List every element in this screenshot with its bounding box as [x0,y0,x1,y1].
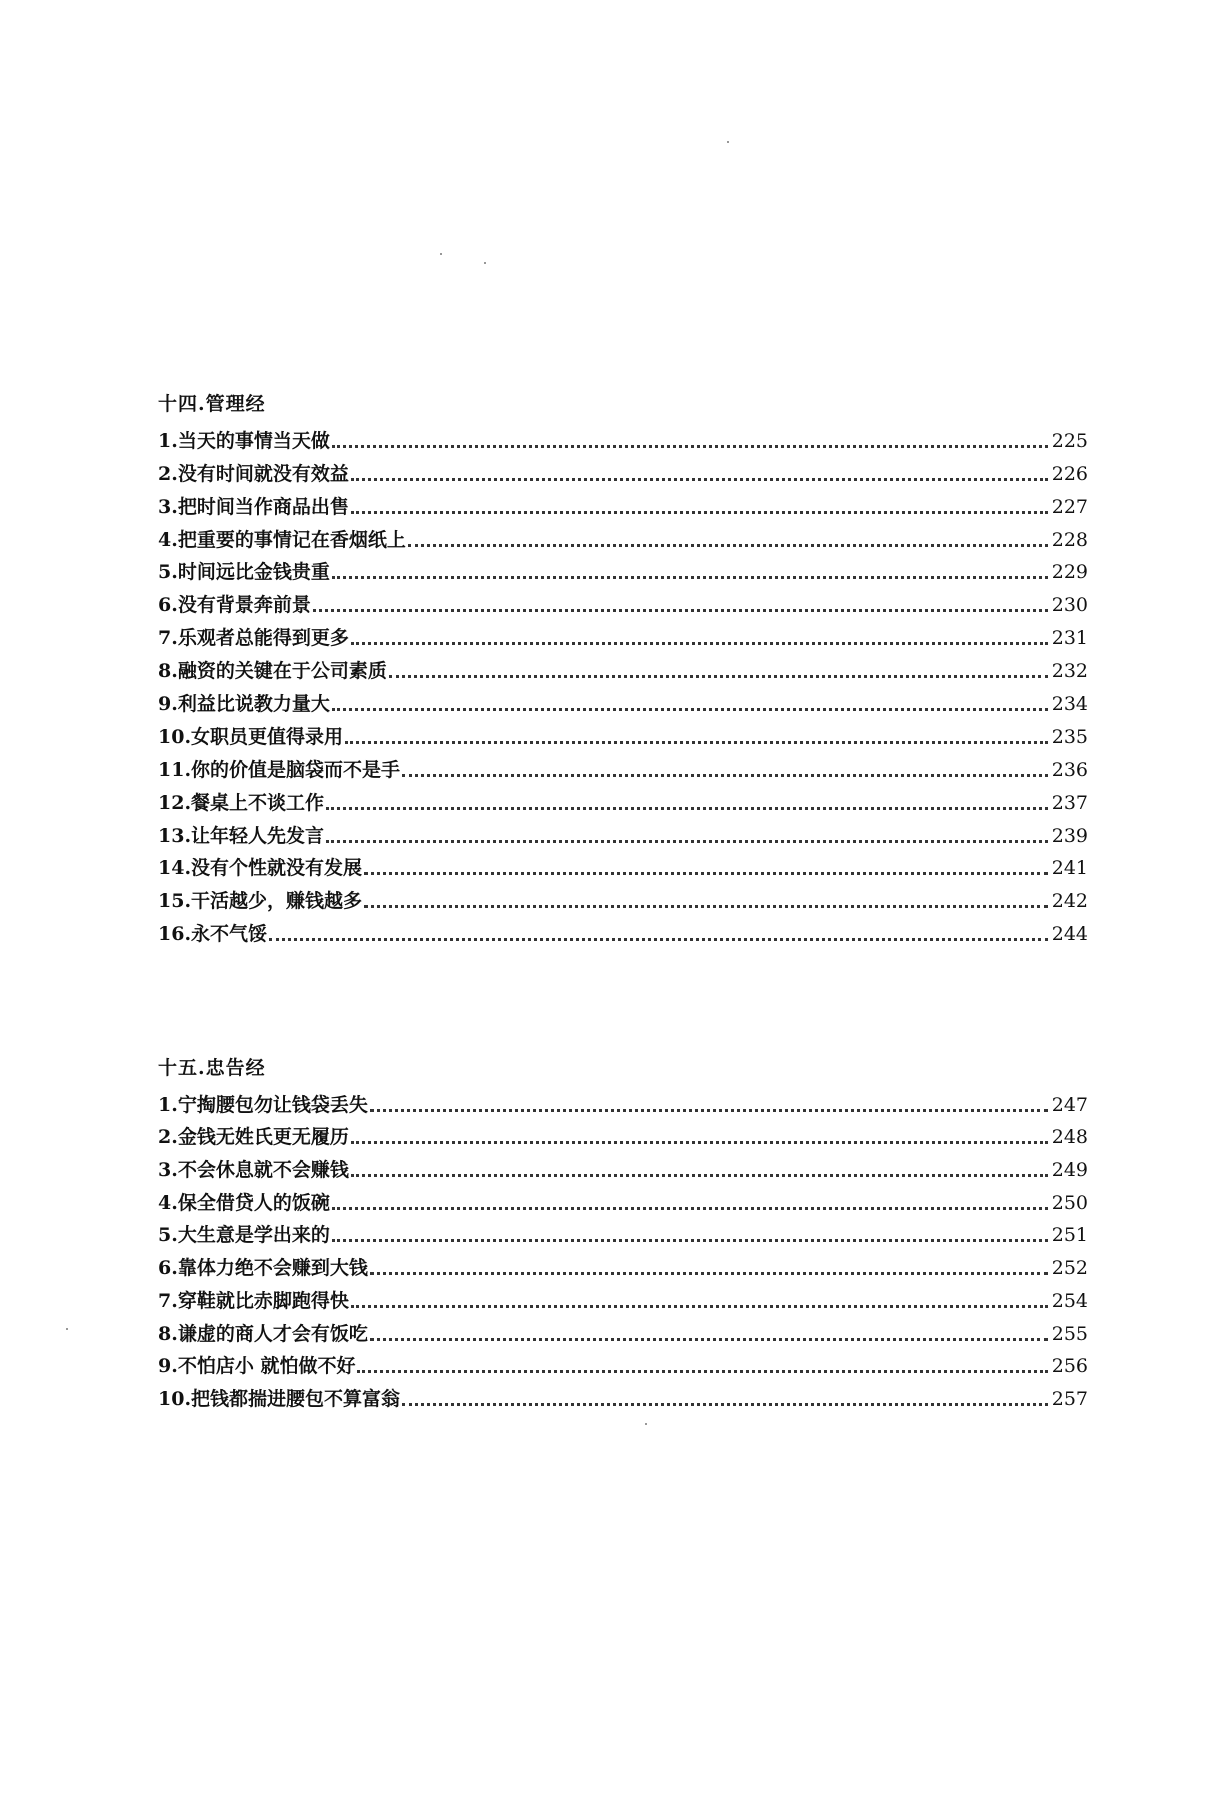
toc-entry[interactable] [158,486,1088,519]
toc-entry-page: 250 [1051,1191,1088,1214]
dot-leader [364,872,1048,875]
dot-leader [370,1338,1048,1341]
scan-speck [66,1328,68,1330]
toc-entry-page: 229 [1051,561,1088,584]
toc-entry-label: 7.穿鞋就比赤脚跑得快 [158,1289,349,1312]
toc-entry-label: 8.谦虚的商人才会有饭吃 [158,1322,368,1345]
dot-leader [370,1272,1048,1275]
toc-entry[interactable] [158,1313,1088,1346]
scan-speck [484,262,486,264]
toc-entry-page: 244 [1051,923,1088,946]
toc-entry-label: 2.没有时间就没有效益 [158,462,349,485]
toc-entry-label: 3.不会休息就不会赚钱 [158,1159,349,1182]
toc-entry-page: 232 [1051,660,1088,683]
toc-entry[interactable] [158,683,1088,716]
toc-entry-label: 6.靠体力绝不会赚到大钱 [158,1257,368,1280]
toc-entry-label: 10.把钱都揣进腰包不算富翁 [158,1387,401,1410]
toc-entry[interactable] [158,913,1088,946]
toc-entry[interactable] [158,1346,1088,1379]
toc-entry-label: 15.干活越少，赚钱越多 [158,890,363,913]
toc-entry-page: 257 [1051,1387,1088,1410]
toc-entry[interactable] [158,1149,1088,1182]
toc-entry[interactable] [158,1182,1088,1215]
toc-entry-page: 247 [1051,1093,1088,1116]
toc-entry-label: 9.不怕店小 就怕做不好 [158,1355,356,1378]
section-title: 十五.忠告经 [158,1057,266,1079]
toc-entry-page: 231 [1051,627,1088,650]
dot-leader [370,1109,1048,1112]
toc-entry-label: 4.保全借贷人的饭碗 [158,1191,330,1214]
toc-entry[interactable] [158,848,1088,881]
toc-entry[interactable] [158,782,1088,815]
toc-entry-label: 10.女职员更值得录用 [158,725,344,748]
toc-entry-page: 255 [1051,1322,1088,1345]
scan-speck [645,1423,647,1425]
toc-entry[interactable] [158,815,1088,848]
dot-leader [408,544,1048,547]
scan-speck [440,253,442,255]
toc-entry-label: 1.宁掏腰包勿让钱袋丢失 [158,1093,368,1116]
dot-leader [389,675,1048,678]
toc-entry-label: 11.你的价值是脑袋而不是手 [158,758,401,781]
toc-entry[interactable] [158,453,1088,486]
toc-entry[interactable] [158,650,1088,683]
toc-entry-label: 13.让年轻人先发言 [158,824,325,847]
toc-entry-page: 225 [1051,429,1088,452]
dot-leader [332,708,1048,711]
toc-entry[interactable] [158,880,1088,913]
dot-leader [351,478,1048,481]
toc-entry[interactable] [158,749,1088,782]
section-title: 十四.管理经 [158,393,266,415]
toc-entry-page: 242 [1051,890,1088,913]
dot-leader [351,642,1048,645]
toc-entry[interactable] [158,552,1088,585]
dot-leader [332,445,1048,448]
dot-leader [357,1370,1047,1373]
toc-entry-page: 226 [1051,462,1088,485]
toc-entry[interactable] [158,584,1088,617]
toc-entry-label: 4.把重要的事情记在香烟纸上 [158,528,406,551]
toc-entry-page: 227 [1051,495,1088,518]
toc-entry-page: 249 [1051,1159,1088,1182]
toc-entry-page: 256 [1051,1355,1088,1378]
dot-leader [326,807,1048,810]
toc-entry-page: 230 [1051,594,1088,617]
toc-entry-label: 9.利益比说教力量大 [158,693,330,716]
toc-entry-page: 239 [1051,824,1088,847]
toc-entry[interactable] [158,1247,1088,1280]
dot-leader [332,1239,1048,1242]
toc-entry-page: 235 [1051,725,1088,748]
toc-entry-label: 5.大生意是学出来的 [158,1224,330,1247]
dot-leader [351,1305,1048,1308]
toc-entry-page: 237 [1051,791,1088,814]
toc-entry-page: 254 [1051,1289,1088,1312]
dot-leader [364,905,1048,908]
dot-leader [332,1207,1048,1210]
toc-entry-page: 234 [1051,693,1088,716]
toc-entry-page: 252 [1051,1257,1088,1280]
toc-entry-label: 5.时间远比金钱贵重 [158,561,330,584]
toc-entry[interactable] [158,420,1088,453]
toc-entry-label: 3.把时间当作商品出售 [158,495,349,518]
toc-entry[interactable] [158,1084,1088,1117]
toc-entry-label: 16.永不气馁 [158,923,268,946]
toc-entry-label: 1.当天的事情当天做 [158,429,330,452]
toc-entry-page: 251 [1051,1224,1088,1247]
dot-leader [351,1174,1048,1177]
toc-entry-label: 14.没有个性就没有发展 [158,857,363,880]
toc-entry-label: 8.融资的关键在于公司素质 [158,660,387,683]
toc-entry-page: 248 [1051,1126,1088,1149]
scan-speck [727,141,729,143]
dot-leader [402,774,1048,777]
dot-leader [269,938,1048,941]
toc-entry[interactable] [158,716,1088,749]
toc-entry[interactable] [158,519,1088,552]
toc-entry-page: 236 [1051,758,1088,781]
toc-list [158,1084,1088,1411]
toc-entry[interactable] [158,1215,1088,1248]
dot-leader [351,511,1048,514]
dot-leader [351,1141,1048,1144]
toc-entry-label: 2.金钱无姓氏更无履历 [158,1126,349,1149]
toc-entry-page: 241 [1051,857,1088,880]
toc-section-advice [158,1052,1088,1411]
toc-section-management [158,388,1088,946]
dot-leader [313,609,1048,612]
toc-entry-label: 12.餐桌上不谈工作 [158,791,325,814]
toc-entry-label: 6.没有背景奔前景 [158,594,311,617]
toc-entry-label: 7.乐观者总能得到更多 [158,627,349,650]
toc-entry[interactable] [158,1378,1088,1411]
toc-entry[interactable] [158,617,1088,650]
toc-list [158,420,1088,946]
toc-entry[interactable] [158,1280,1088,1313]
toc-entry[interactable] [158,1117,1088,1150]
toc-entry-page: 228 [1051,528,1088,551]
dot-leader [332,576,1048,579]
dot-leader [326,840,1048,843]
dot-leader [345,741,1048,744]
dot-leader [402,1403,1048,1406]
